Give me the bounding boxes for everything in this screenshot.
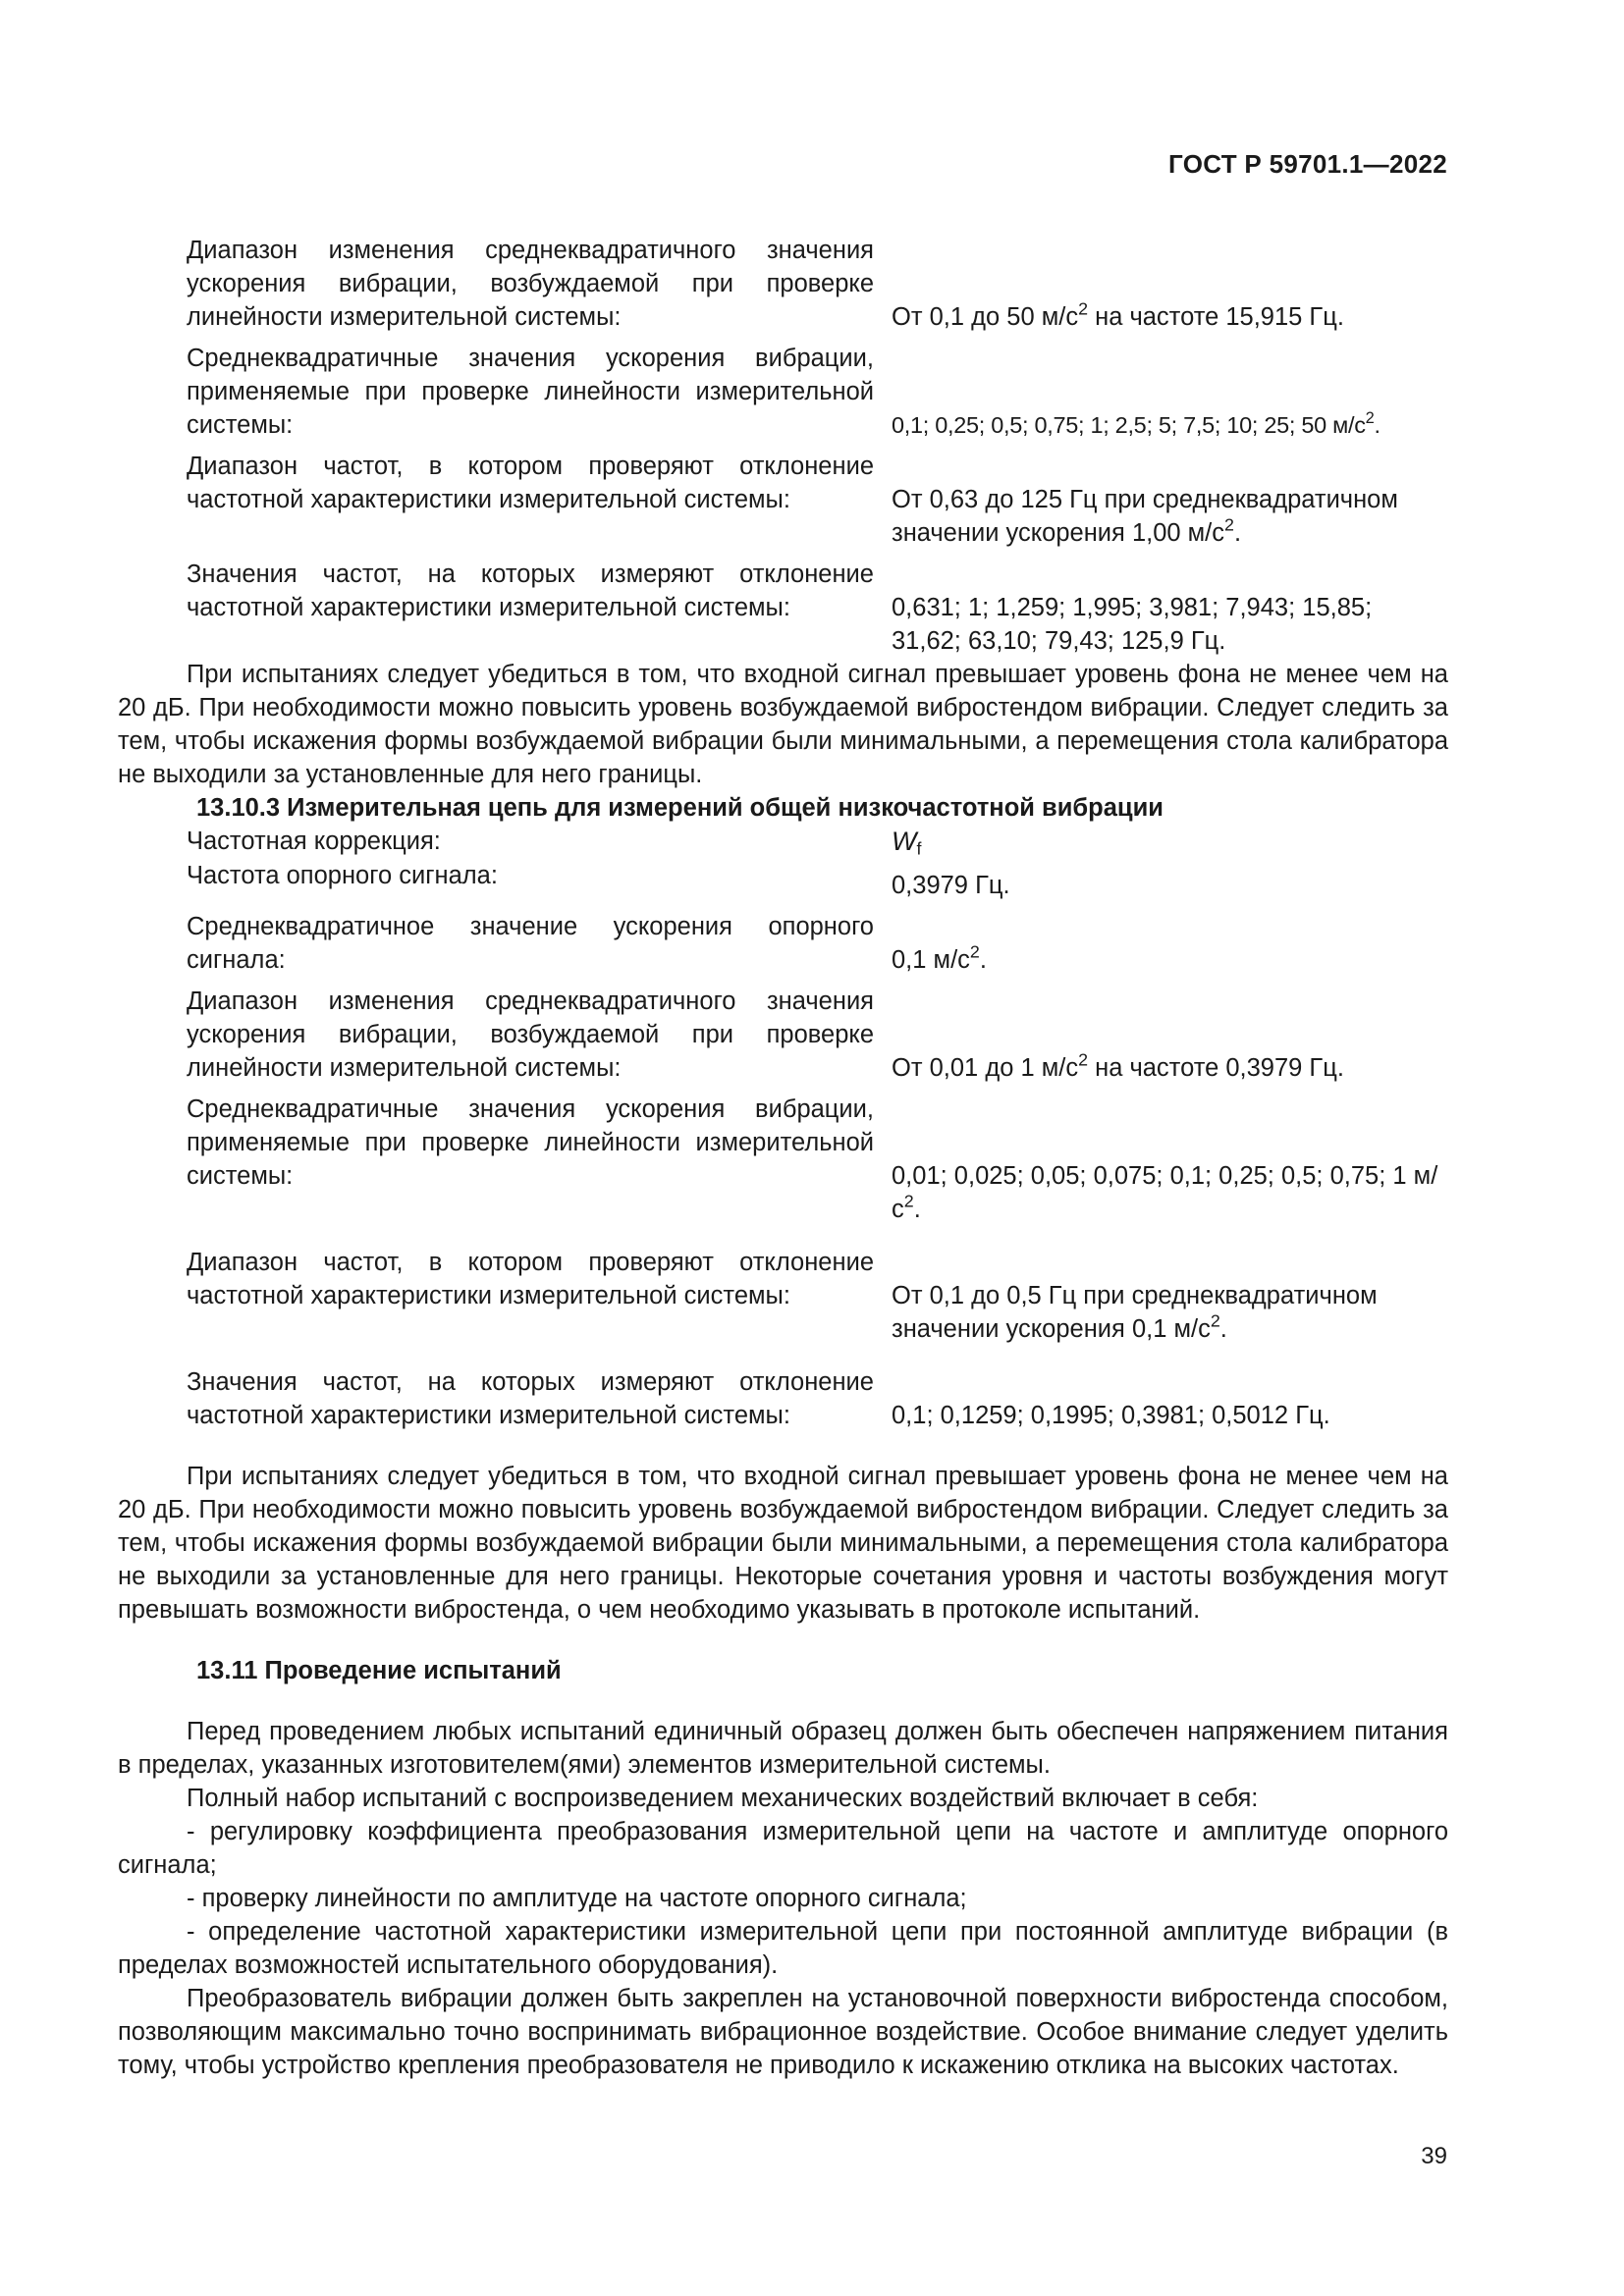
spec-value: 0,01; 0,025; 0,05; 0,075; 0,1; 0,25; 0,5; 0,75; 1 $м/с^2$.	[892, 1162, 1438, 1223]
spec-label: Значения частот, на которых измеряют отклонение частотной характеристики измерительной системы:	[187, 1368, 874, 1429]
spec-value: От 0,63 до 125 Гц при среднеквадратичном значении ускорения 1,00 $м/с^2$.	[892, 486, 1398, 547]
spec-value: 0,1; 0,1259; 0,1995; 0,3981; 0,5012 Гц.	[892, 1402, 1330, 1429]
body-paragraph: Полный набор испытаний с воспроизведением механических воздействий включает в себя:	[187, 1785, 1259, 1812]
spec-label: Среднеквадратичные значения ускорения вибрации, применяемые при проверке линейности измерительной системы:	[187, 1095, 874, 1190]
spec-value: От 0,01 до 1 $м/с^2$ на частоте 0,3979 Гц.	[892, 1049, 1344, 1082]
spec-label: Диапазон изменения среднеквадратичного значения ускорения вибрации, возбуждаемой при проверке линейности измерительной системы:	[187, 237, 874, 331]
spec-block-a	[118, 234, 1448, 2082]
spec-row	[187, 985, 1448, 1085]
spec-value: От 0,1 до 0,5 Гц при среднеквадратичном значении ускорения 0,1 $м/с^2$.	[892, 1282, 1378, 1343]
body-paragraph: При испытаниях следует убедиться в том, что входной сигнал превышает уровень фона не менее чем на 20 дБ. При необходимости можно повысить уровень возбуждаемой вибростендом вибрации. Следует следить за тем, чтобы искажения формы возбуждаемой вибрации были минимальными, а перемещения стола калибратора не выходили за установленные для него границы.	[118, 661, 1448, 788]
document-code: ГОСТ Р 59701.1—2022	[1168, 149, 1447, 179]
spec-label: Диапазон изменения среднеквадратичного значения ускорения вибрации, возбуждаемой при проверке линейности измерительной системы:	[187, 988, 874, 1082]
spec-row	[187, 558, 1448, 658]
spec-value: $W_f$	[892, 827, 922, 859]
spec-value: 0,631; 1; 1,259; 1,995; 3,981; 7,943; 15,85; 31,62; 63,10; 79,43; 125,9 Гц.	[892, 594, 1373, 655]
spec-value: От 0,1 до 50 $м/с^2$ на частоте 15,915 Гц.	[892, 298, 1344, 331]
body-paragraph: Перед проведением любых испытаний единичный образец должен быть обеспечен напряжением питания в пределах, указанных изготовителем(ями) элементов измерительной системы.	[118, 1718, 1448, 1779]
spec-label: Среднеквадратичные значения ускорения вибрации, применяемые при проверке линейности измерительной системы:	[187, 345, 874, 439]
spec-row	[187, 825, 1448, 859]
section-heading: 13.11 Проведение испытаний	[196, 1657, 562, 1684]
spec-label: Значения частот, на которых измеряют отклонение частотной характеристики измерительной системы:	[187, 561, 874, 621]
spec-label: Частота опорного сигнала:	[187, 862, 498, 889]
list-item: - регулировку коэффициента преобразования измерительной цепи на частоте и амплитуде опорного сигнала;	[118, 1818, 1448, 1879]
spec-row	[187, 859, 1448, 902]
page-number: 39	[1421, 2143, 1447, 2169]
spec-row	[187, 1246, 1448, 1346]
spec-label: Диапазон частот, в котором проверяют отклонение частотной характеристики измерительной системы:	[187, 1249, 874, 1309]
body-paragraph: При испытаниях следует убедиться в том, что входной сигнал превышает уровень фона не менее чем на 20 дБ. При необходимости можно повысить уровень возбуждаемой вибростендом вибрации. Следует следить за тем, чтобы искажения формы возбуждаемой вибрации были минимальными, а перемещения стола калибратора не выходили за установленные для него границы. Некоторые сочетания уровня и частоты возбуждения могут превышать возможности вибростенда, о чем необходимо указывать в протоколе испытаний.	[118, 1463, 1448, 1624]
spec-row	[187, 1365, 1448, 1432]
spec-label: Диапазон частот, в котором проверяют отклонение частотной характеристики измерительной системы:	[187, 453, 874, 513]
spec-value: 0,3979 Гц.	[892, 872, 1010, 899]
spec-row	[187, 450, 1448, 550]
spec-value: 0,1 $м/с^2$.	[892, 941, 987, 974]
spec-value: 0,1; 0,25; 0,5; 0,75; 1; 2,5; 5; 7,5; 10; 25; 50 $м/с^2$.	[892, 409, 1380, 438]
spec-label: Частотная коррекция:	[187, 828, 441, 855]
body-paragraph: Преобразователь вибрации должен быть закреплен на установочной поверхности вибростенда способом, позволяющим максимально точно воспринимать вибрационное воздействие. Особое внимание следует уделить тому, чтобы устройство крепления преобразователя не приводило к искажению отклика на высоких частотах.	[118, 1985, 1448, 2079]
spec-row	[187, 1093, 1448, 1226]
list-item: - определение частотной характеристики измерительной цепи при постоянной амплитуде вибрации (в пределах возможностей испытательного оборудования).	[118, 1918, 1448, 1979]
spec-row	[187, 234, 1448, 334]
spec-row	[187, 910, 1448, 977]
list-item: - проверку линейности по амплитуде на частоте опорного сигнала;	[187, 1885, 967, 1912]
spec-label: Среднеквадратичное значение ускорения опорного сигнала:	[187, 913, 874, 974]
spec-row	[187, 342, 1448, 442]
section-heading: 13.10.3 Измерительная цепь для измерений общей низкочастотной вибрации	[196, 794, 1164, 822]
